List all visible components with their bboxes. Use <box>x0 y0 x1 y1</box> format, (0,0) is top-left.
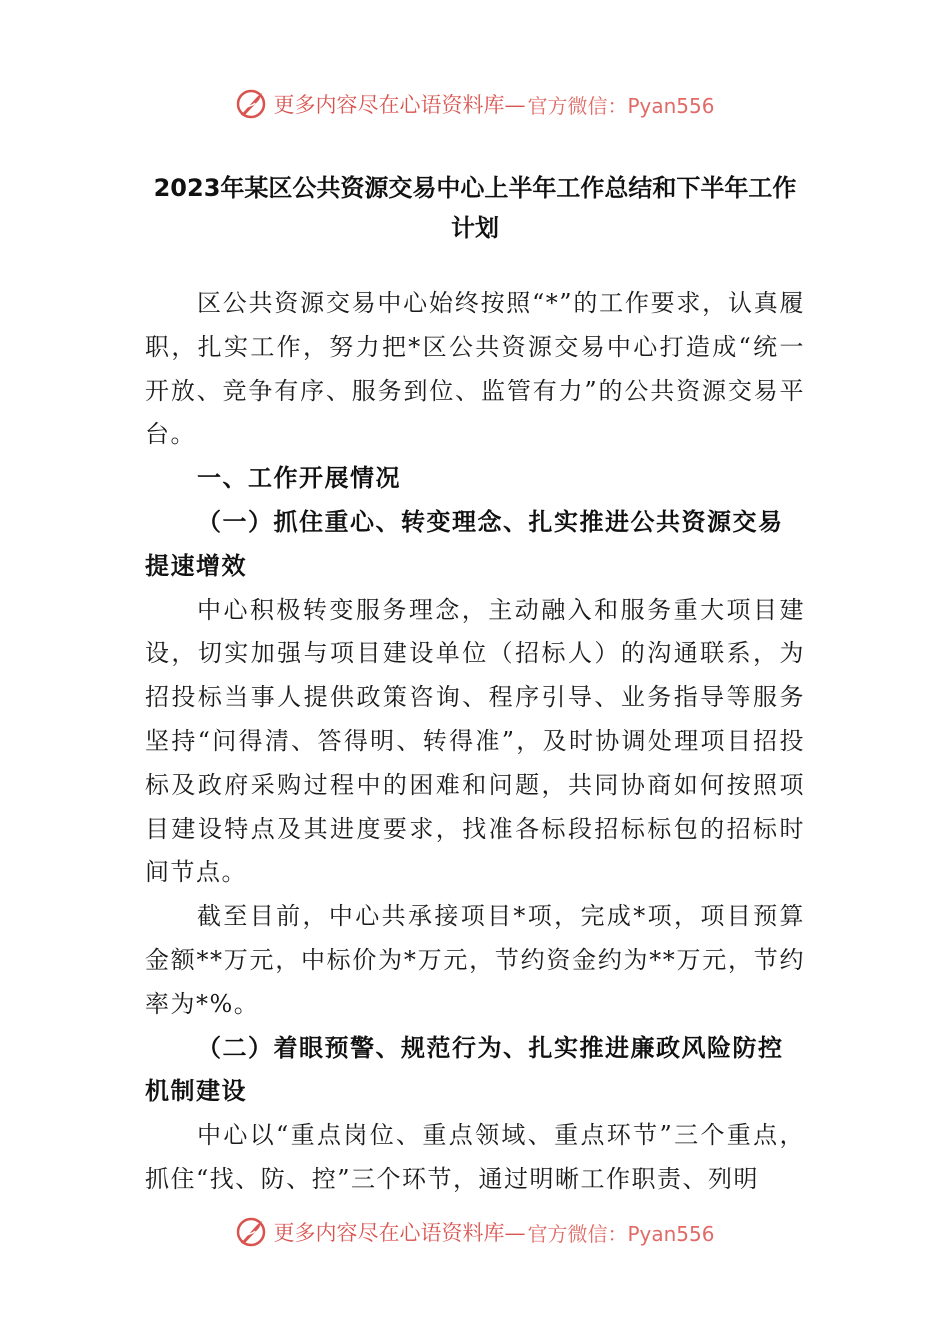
subsection-heading-1: （一）抓住重心、转变理念、扎实推进公共资源交易提速增效 <box>145 507 784 580</box>
watermark-prefix: 更多内容尽在心语资料库— <box>273 1221 526 1245</box>
paragraph: 截至目前，中心共承接项目*项，完成*项，项目预算金额**万元，中标价为*万元，节约资金约为**万元，节约率为*%。 <box>145 902 805 1018</box>
section-heading-1: 一、工作开展情况 <box>197 464 401 493</box>
paragraph: 中心以“重点岗位、重点领域、重点环节”三个重点，抓住“找、防、控”三个环节，通过明晰工作职责、列明 <box>145 1121 805 1193</box>
watermark-banner-top <box>0 84 950 124</box>
watermark-suffix: 官方微信：Pyan556 <box>527 1221 715 1246</box>
pen-logo-icon <box>235 1215 269 1249</box>
watermark-suffix: 官方微信：Pyan556 <box>527 93 715 118</box>
subsection-heading-2: （二）着眼预警、规范行为、扎实推进廉政风险防控机制建设 <box>145 1033 784 1106</box>
paragraph: 中心积极转变服务理念，主动融入和服务重大项目建设，切实加强与项目建设单位（招标人）的沟通联系，为招投标当事人提供政策咨询、程序引导、业务指导等服务坚持“问得清、答得明、转得准”，及时协调处理项目招投标及政府采购过程中的困难和问题，共同协商如何按照项目建设特点及其进度要求，找准各标段招标标包的招标时间节点。 <box>145 595 805 887</box>
intro-paragraph: 区公共资源交易中心始终按照“*”的工作要求，认真履职，扎实工作，努力把*区公共资源交易中心打造成“统一开放、竞争有序、服务到位、监管有力”的公共资源交易平台。 <box>145 289 805 449</box>
watermark-banner-bottom <box>0 1212 950 1252</box>
document-title: 2023年某区公共资源交易中心上半年工作总结和下半年工作计划 <box>153 174 797 242</box>
watermark-prefix: 更多内容尽在心语资料库— <box>273 93 526 117</box>
document-body <box>145 168 805 1202</box>
pen-logo-icon <box>235 87 269 121</box>
